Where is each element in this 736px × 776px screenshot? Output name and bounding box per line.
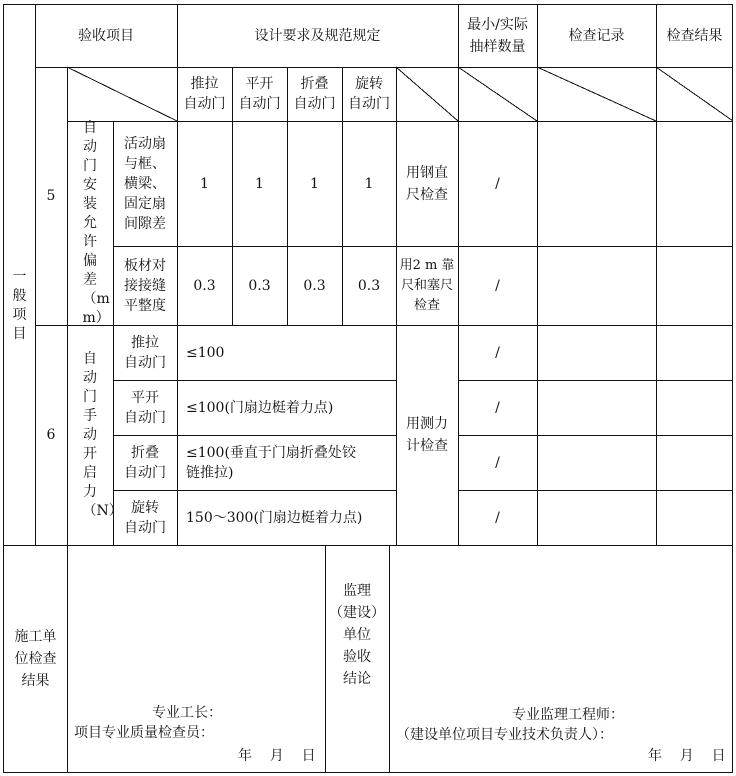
item-5-row-1-name: 活动扇 与框、 横梁、 固定扇 间隙差 — [124, 135, 166, 232]
item-6-label — [67, 325, 123, 545]
item-5-label-text: 自动门安装允许偏差（mm） — [82, 119, 110, 326]
item-6-row-2-result[interactable] — [656, 380, 733, 435]
supervising-engineer-label: 专业监理工程师： — [512, 707, 624, 723]
item-6-number: 6 — [46, 427, 56, 443]
item-6-row-1-type: 推拉 自动门 — [124, 334, 166, 371]
constructor-signature-area[interactable] — [67, 545, 325, 695]
item-6-row-3-result[interactable] — [656, 435, 733, 490]
item-6-row-1-requirement: ≤100 — [186, 344, 225, 361]
constructor-date: 年 月 日 — [238, 748, 316, 764]
item-5-row-2-result[interactable] — [656, 246, 733, 325]
item-5-row-2-value-revolving: 0.3 — [357, 277, 381, 294]
door-type-revolving: 旋转 自动门 — [348, 76, 390, 112]
supervisor-conclusion-label: 监理 （建设） 单位 验收 结论 — [329, 583, 385, 687]
item-6-row-1-result[interactable] — [656, 325, 733, 380]
item-5-row-1-value-sliding: 1 — [200, 175, 209, 192]
item-6-row-3-sample: / — [495, 454, 500, 471]
item-5-row-2-value-sliding: 0.3 — [193, 277, 216, 294]
item-5-row-1-sample: / — [495, 175, 500, 192]
item-5-row-2-value-flat: 0.3 — [248, 277, 271, 294]
item-6-row-2-sample: / — [495, 399, 500, 416]
item-5-row-2-record[interactable] — [537, 246, 656, 325]
item-6-row-2-type: 平开 自动门 — [124, 389, 166, 426]
general-items-label-text: 一般项目 — [12, 269, 27, 342]
door-type-flat: 平开 自动门 — [238, 76, 281, 112]
item-5-row-1-value-folding: 1 — [310, 175, 319, 192]
header-acceptance-item: 验收项目 — [78, 27, 134, 44]
item-6-label-text: 自动门手动开启力（N） — [82, 350, 123, 519]
item-6-row-2-record[interactable] — [537, 380, 656, 435]
constructor-check-label: 施工单 位检查 结果 — [14, 628, 57, 689]
item-5-row-1-record[interactable] — [537, 121, 656, 246]
item-6-method: 用测力 计检查 — [406, 416, 448, 454]
item-6-row-3-record[interactable] — [537, 435, 656, 490]
item-6-row-1-record[interactable] — [537, 325, 656, 380]
item-6-row-4-result[interactable] — [656, 490, 733, 545]
item-6-row-1-sample: / — [495, 344, 500, 361]
item-5-number: 5 — [46, 188, 56, 204]
item-5-row-2-sample: / — [495, 277, 500, 294]
header-inspection-record: 检查记录 — [568, 27, 625, 44]
item-5-row-2-name: 板材对 接接缝 平整度 — [124, 257, 166, 314]
item-5-label — [67, 121, 113, 325]
item-6-row-3-type: 折叠 自动门 — [124, 444, 166, 481]
header-design-requirements: 设计要求及规范规定 — [254, 27, 381, 44]
item-5-row-1-method: 用钢直 尺检查 — [406, 164, 448, 203]
supervisor-signature-area[interactable] — [389, 545, 733, 695]
item-6-row-4-type: 旋转 自动门 — [124, 499, 166, 536]
item-6-row-4-record[interactable] — [537, 490, 656, 545]
supervisor-date: 年 月 日 — [648, 748, 726, 764]
item-5-row-2-method: 用2 m 靠 尺和塞尺 检查 — [399, 257, 455, 313]
item-5-row-1-value-flat: 1 — [255, 175, 264, 192]
item-6-row-3-requirement: ≤100(垂直于门扇折叠处铰 链推拉) — [186, 444, 356, 481]
quality-inspector-label: 项目专业质量检查员： — [74, 725, 214, 741]
item-5-row-1-value-revolving: 1 — [364, 175, 374, 192]
item-6-row-4-sample: / — [495, 509, 500, 526]
header-inspection-result: 检查结果 — [666, 27, 723, 44]
owner-tech-lead-label: （建设单位项目专业技术负责人）： — [396, 727, 613, 743]
header-sample-quantity: 最小/实际 抽样数量 — [467, 16, 528, 55]
foreman-label: 专业工长： — [152, 705, 222, 721]
door-type-sliding: 推拉 自动门 — [183, 76, 226, 112]
item-5-row-1-result[interactable] — [656, 121, 733, 246]
door-type-folding: 折叠 自动门 — [293, 76, 336, 112]
item-5-row-2-value-folding: 0.3 — [303, 277, 326, 294]
general-items-label — [4, 67, 35, 545]
item-6-row-2-requirement: ≤100(门扇边梃着力点) — [186, 399, 334, 416]
item-6-row-4-requirement: 150～300(门扇边梃着力点) — [186, 509, 363, 526]
